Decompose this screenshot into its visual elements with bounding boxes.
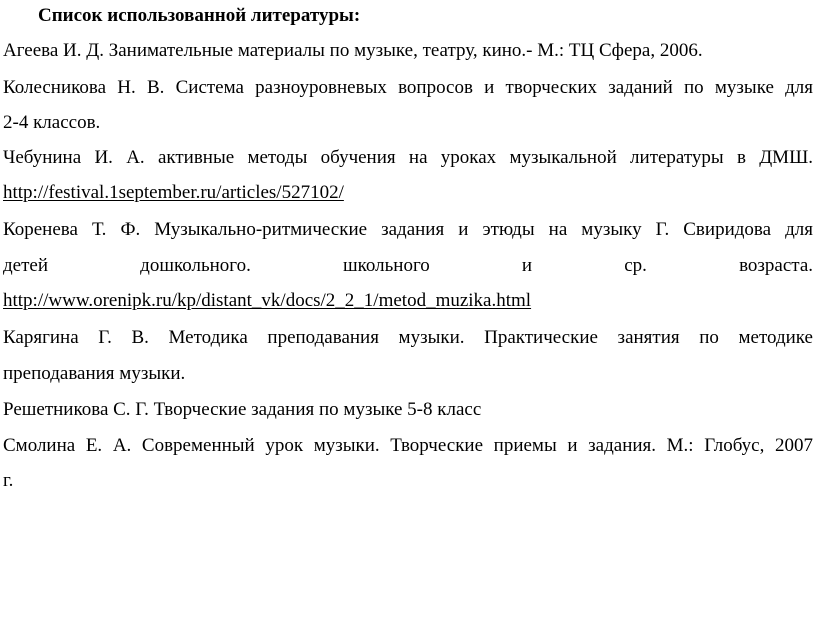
reference-line: Смолина Е. А. Современный урок музыки. Творческие приемы и задания. М.: Глобус, 2007 (3, 435, 813, 456)
reference-line: Коренева Т. Ф. Музыкально-ритмические задания и этюды на музыку Г. Свиридова для (3, 219, 813, 240)
reference-line: Агеева И. Д. Занимательные материалы по музыке, театру, кино.- М.: ТЦ Сфера, 2006. (3, 40, 703, 61)
reference-line: детей дошкольного. школьного и ср. возраста. (3, 255, 813, 276)
reference-line: Решетникова С. Г. Творческие задания по музыке 5-8 класс (3, 399, 482, 420)
reference-line: г. (3, 470, 14, 491)
reference-link[interactable]: http://www.orenipk.ru/kp/distant_vk/docs/2_2_1/metod_muzika.html (3, 290, 532, 311)
reference-line: Чебунина И. А. активные методы обучения на уроках музыкальной литературы в ДМШ. (3, 147, 813, 168)
reference-line: преподавания музыки. (3, 363, 186, 384)
reference-link[interactable]: http://festival.1september.ru/articles/527102/ (3, 182, 344, 203)
reference-line: Колесникова Н. В. Система разноуровневых вопросов и творческих заданий по музыке для (3, 77, 813, 98)
reference-line: 2-4 классов. (3, 112, 101, 133)
page-title: Список использованной литературы: (38, 5, 361, 26)
reference-line: Карягина Г. В. Методика преподавания музыки. Практические занятия по методике (3, 327, 813, 348)
